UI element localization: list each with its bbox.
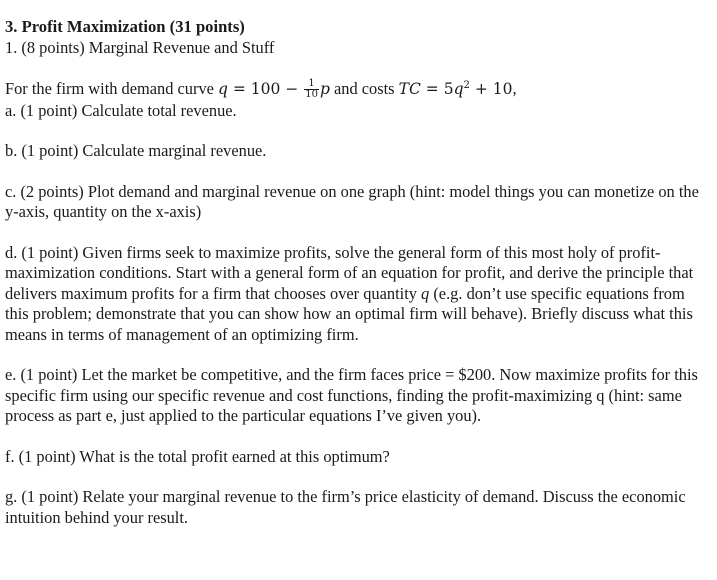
demand-equation xyxy=(218,77,330,100)
question-a: a. (1 point) Calculate total revenue. xyxy=(5,100,237,120)
intro-middle: and costs xyxy=(329,79,399,98)
question-b: b. (1 point) Calculate marginal revenue. xyxy=(5,141,267,160)
cost-q: q xyxy=(453,80,464,98)
cost-eq: = 5 xyxy=(420,80,454,98)
fraction-numerator: 1 xyxy=(304,79,319,90)
question-d-var: q xyxy=(421,283,430,303)
problem-title: 3. Profit Maximization (31 points) xyxy=(5,17,245,36)
question-g: g. (1 point) Relate your marginal revenue to the firm’s price elasticity of demand. Discuss the economic intuition behind your result. xyxy=(5,487,686,527)
demand-eq: = 100 − xyxy=(227,80,304,98)
cost-var: TC xyxy=(398,80,421,98)
demand-q: q xyxy=(218,80,228,98)
problem-subtitle: 1. (8 points) Marginal Revenue and Stuff xyxy=(5,37,275,57)
demand-fraction xyxy=(304,79,319,100)
demand-p: p xyxy=(319,80,330,98)
question-d-part1: d. (1 point) Given firms seek to maximize profits, solve the general form of this most holy of profit-maximization conditions. Start with a general form of an equation for profit, and derive the principle that delivers maximum profits for a firm that chooses over quantity xyxy=(5,242,694,303)
question-e: e. (1 point) Let the market be competitive, and the firm faces price = $200. Now maximize profits for this specific firm using our specific revenue and cost functions, finding the profit-maximizing q (hint: same process as part e, just applied to the particular equations I’ve given you). xyxy=(5,365,698,425)
question-c: c. (2 points) Plot demand and marginal revenue on one graph (hint: model things you can monetize on the y-axis, quantity on the x-axis) xyxy=(5,181,699,221)
cost-equation xyxy=(399,80,513,98)
fraction-denominator: 10 xyxy=(305,88,318,100)
problem-document xyxy=(5,17,711,528)
question-f: f. (1 point) What is the total profit earned at this optimum? xyxy=(5,446,390,466)
question-d xyxy=(5,243,711,346)
intro-suffix: , xyxy=(512,79,517,98)
intro-prefix: For the firm with demand curve xyxy=(5,79,219,98)
cost-tail: + 10 xyxy=(469,80,513,98)
intro-statement xyxy=(5,79,711,101)
cost-exponent: 2 xyxy=(463,79,470,91)
question-d-part2: (e.g. don’t use specific equations from this problem; demonstrate that you can show how an optimal firm will behave). Briefly discuss what this means in terms of management of an optimizing firm. xyxy=(5,283,693,344)
